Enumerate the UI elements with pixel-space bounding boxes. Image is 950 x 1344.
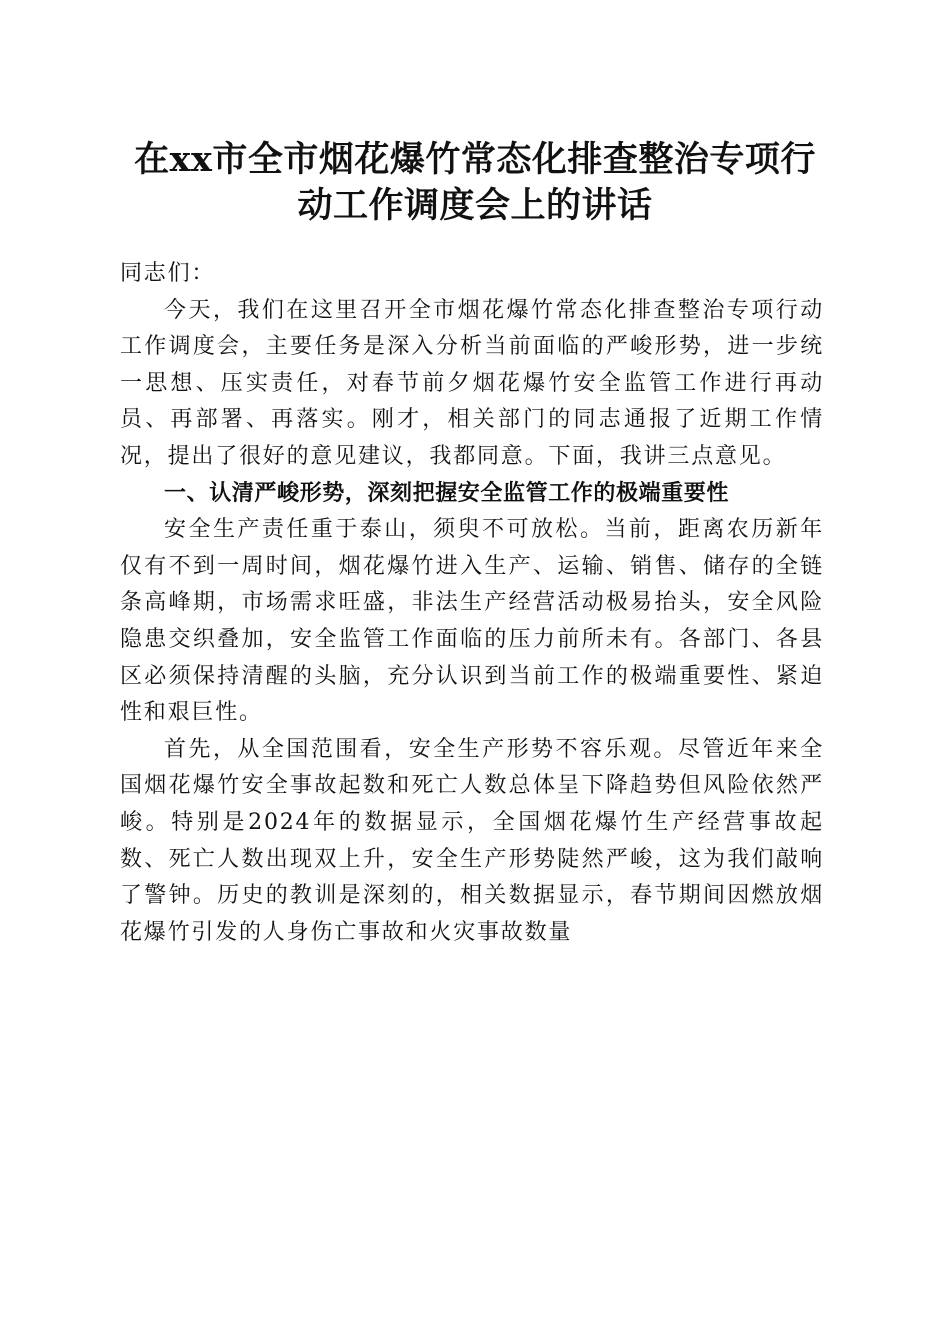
paragraph: 安全生产责任重于泰山，须臾不可放松。当前，距离农历新年仅有不到一周时间，烟花爆竹进入生产、运输、销售、储存的全链条高峰期，市场需求旺盛，非法生产经营活动极易抬头，安全风险隐患交织叠加，安全监管工作面临的压力前所未有。各部门、各县区必须保持清醒的头脑，充分认识到当前工作的极端重要性、紧迫性和艰巨性。 bbox=[120, 517, 824, 726]
document-body bbox=[120, 256, 824, 951]
title-line-1: 在xx市全市烟花爆竹常态化排查整治专项行 bbox=[134, 139, 816, 180]
salutation: 同志们： bbox=[120, 261, 216, 286]
section-heading-1: 一、认清严峻形势，深刻把握安全监管工作的极端重要性 bbox=[164, 480, 730, 506]
document-title bbox=[110, 137, 840, 229]
paragraph-intro: 今天，我们在这里召开全市烟花爆竹常态化排查整治专项行动工作调度会，主要任务是深入分析当前面临的严峻形势，进一步统一思想、压实责任，对春节前夕烟花爆竹安全监管工作进行再动员、再部署、再落实。刚才，相关部门的同志通报了近期工作情况，提出了很好的意见建议，我都同意。下面，我讲三点意见。 bbox=[120, 297, 824, 469]
paragraph: 首先，从全国范围看，安全生产形势不容乐观。尽管近年来全国烟花爆竹安全事故起数和死亡人数总体呈下降趋势但风险依然严峻。特别是2024年的数据显示，全国烟花爆竹生产经营事故起数、死亡人数出现双上升，安全生产形势陡然严峻，这为我们敲响了警钟。历史的教训是深刻的，相关数据显示，春节期间因燃放烟花爆竹引发的人身伤亡事故和火灾事故数量 bbox=[120, 736, 824, 945]
title-line-2: 动工作调度会上的讲话 bbox=[297, 185, 653, 226]
